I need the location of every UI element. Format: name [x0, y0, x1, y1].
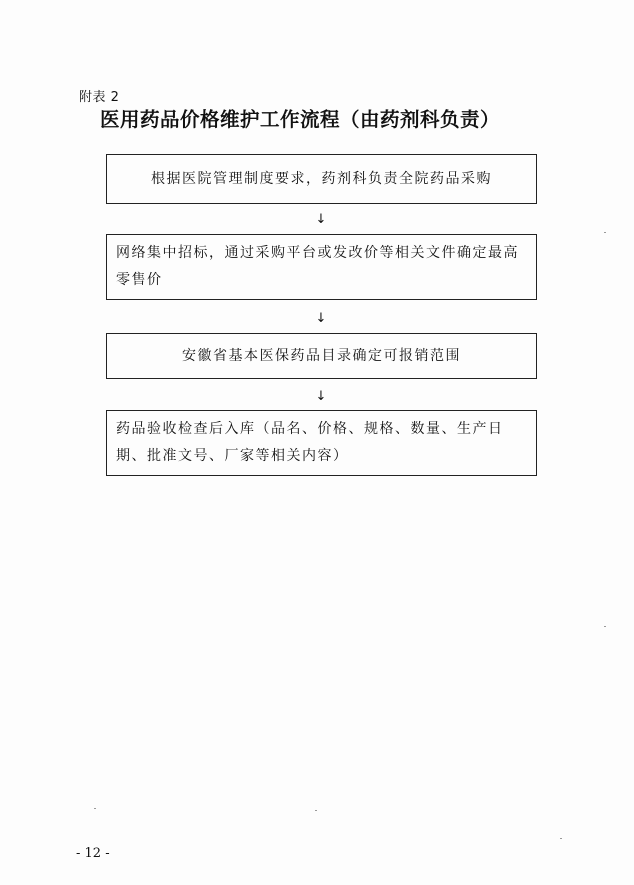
flow-step-1-text: 根据医院管理制度要求，药剂科负责全院药品采购: [151, 170, 492, 187]
flow-step-3-text: 安徽省基本医保药品目录确定可报销范围: [182, 347, 461, 364]
scan-speck: [604, 626, 606, 627]
appendix-label: 附表 2: [79, 90, 120, 105]
flow-step-2: [106, 234, 537, 300]
scan-speck: [94, 808, 96, 809]
down-arrow-icon: ↓: [315, 311, 327, 326]
down-arrow-icon: ↓: [315, 389, 327, 404]
flow-step-2-text: 网络集中招标，通过采购平台或发改价等相关文件确定最高零售价: [116, 245, 519, 288]
scan-speck: [560, 838, 562, 839]
flow-step-3: [106, 333, 537, 379]
flow-step-4-text: 药品验收检查后入库（品名、价格、规格、数量、生产日期、批准文号、厂家等相关内容）: [116, 421, 504, 464]
page-number: - 12 -: [76, 846, 110, 861]
flow-step-4: [106, 410, 537, 476]
flow-step-1: [106, 154, 537, 204]
down-arrow-icon: ↓: [315, 212, 327, 227]
page-title: 医用药品价格维护工作流程（由药剂科负责）: [100, 108, 501, 131]
scan-speck: [604, 232, 606, 233]
scan-speck: [315, 810, 317, 811]
